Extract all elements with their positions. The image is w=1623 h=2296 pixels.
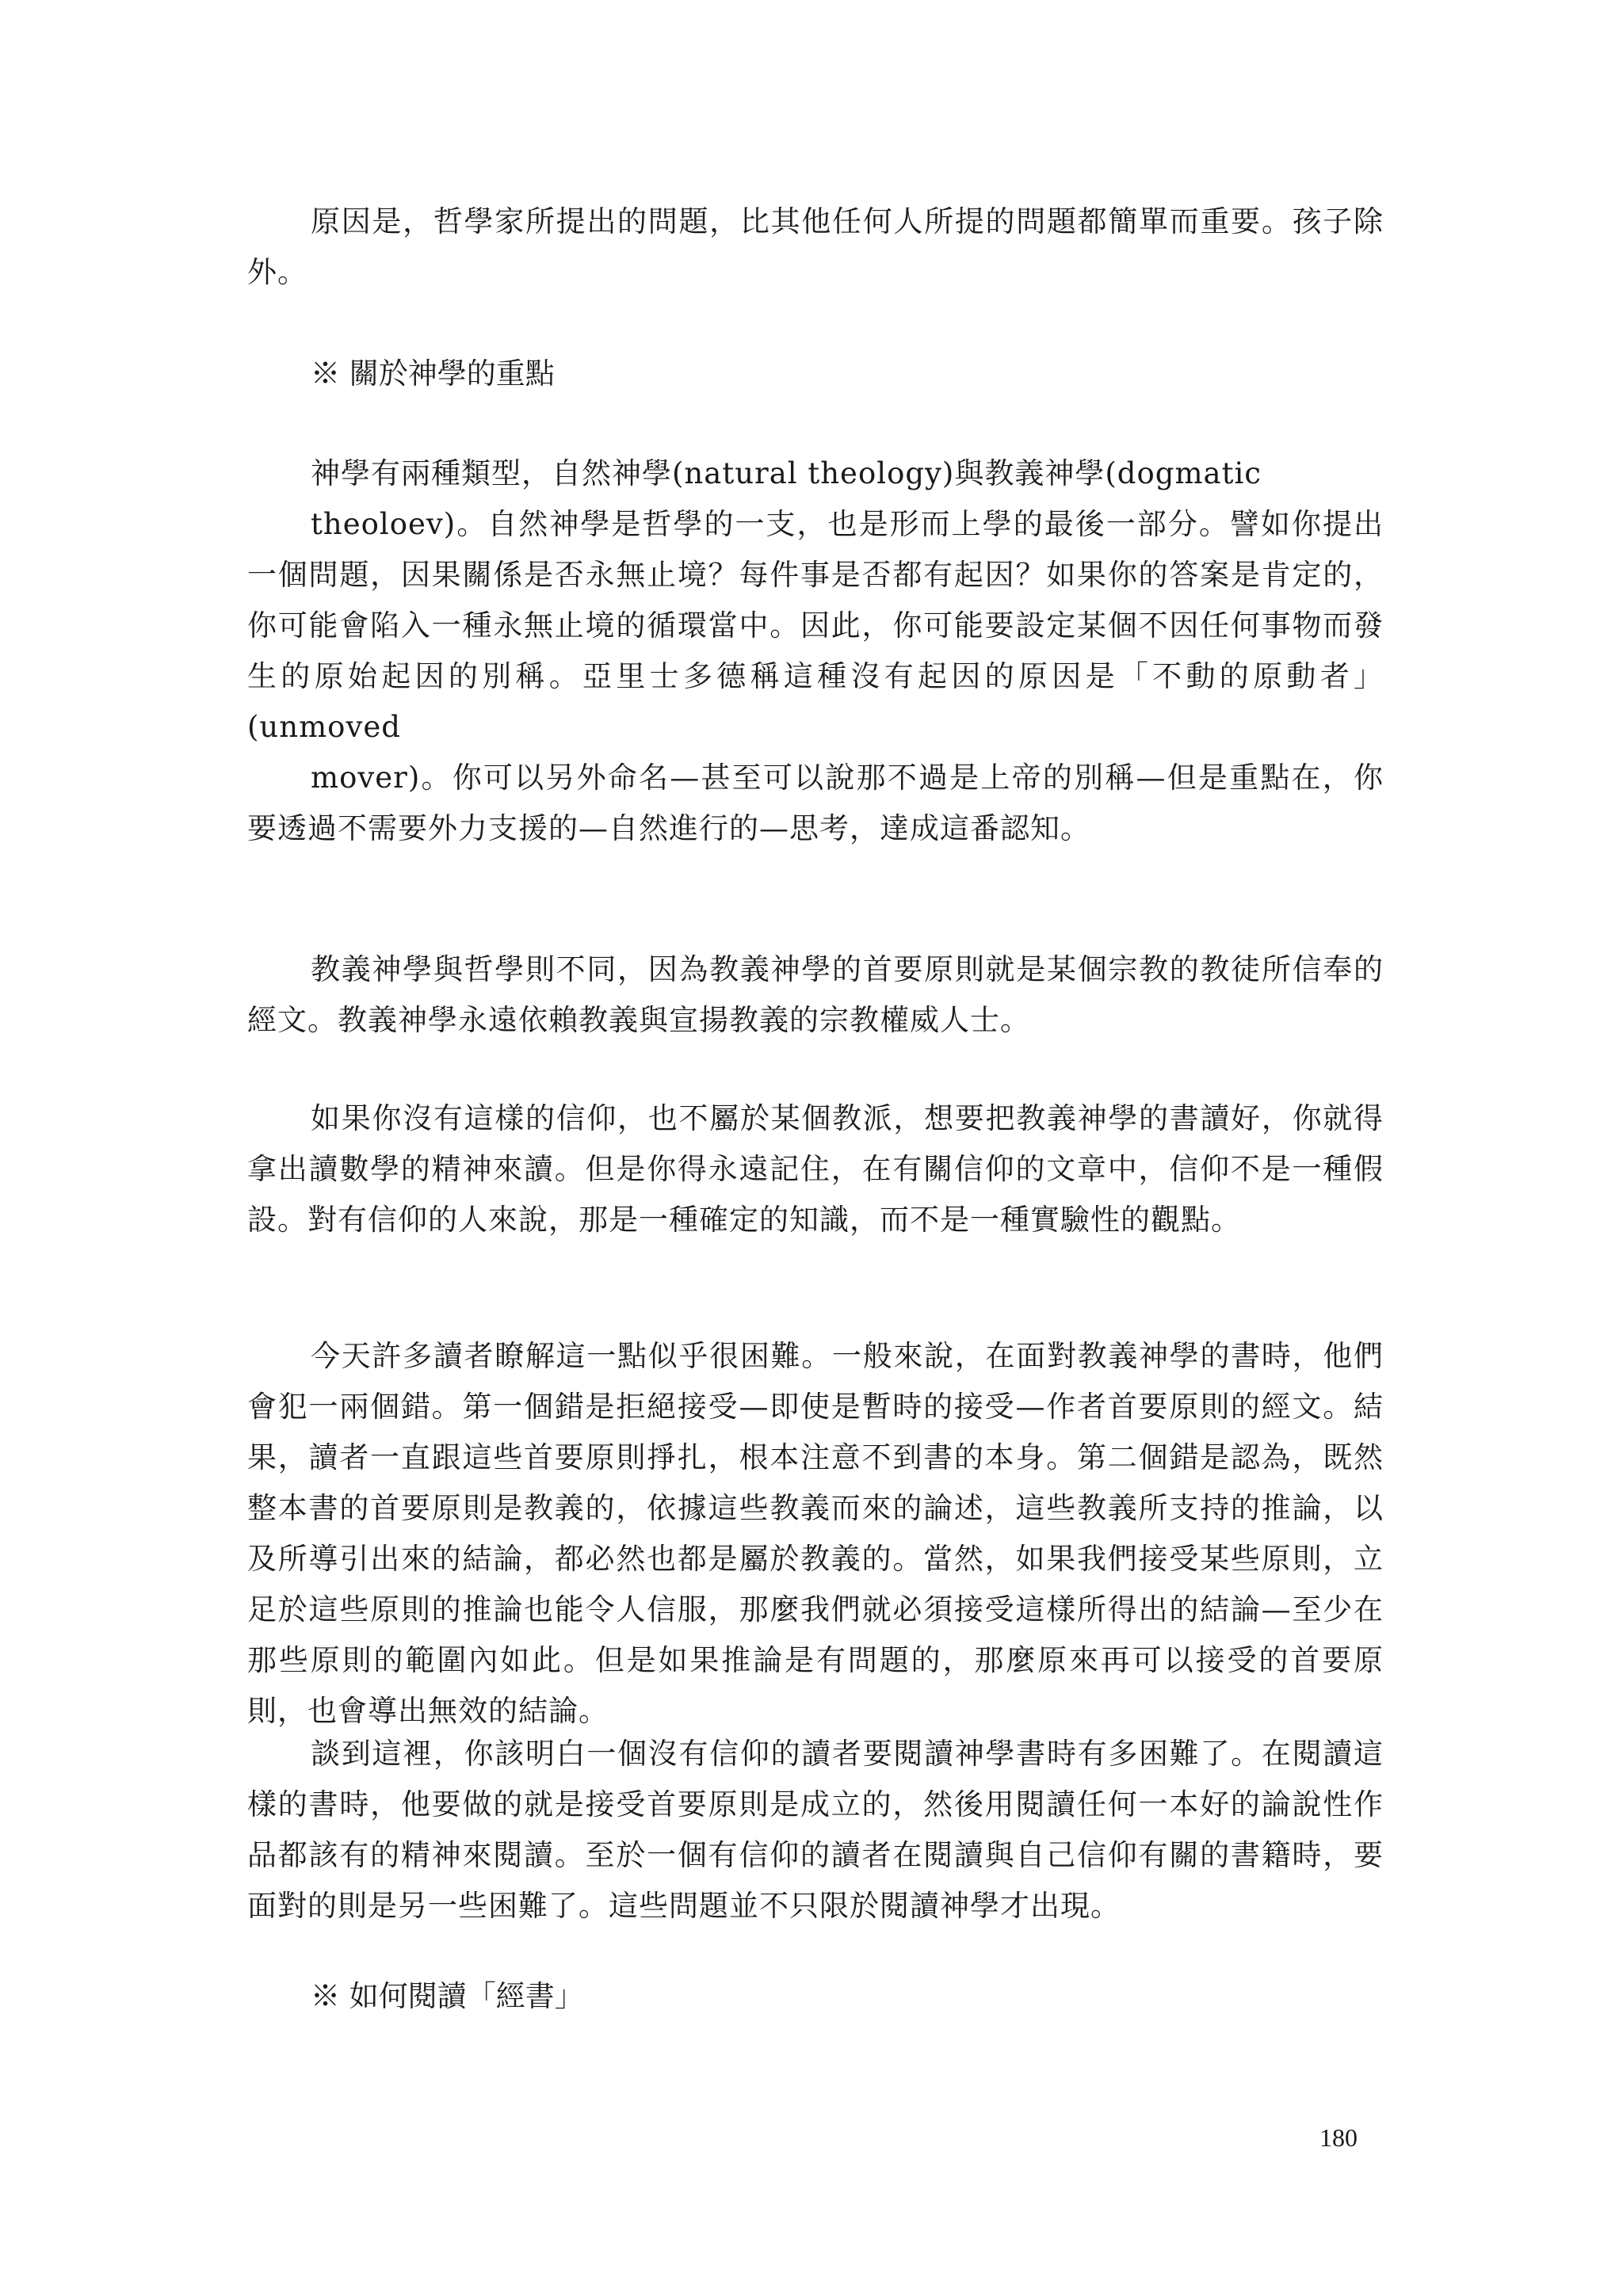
paragraph-5: 今天許多讀者瞭解這一點似乎很困難。一般來說，在面對教義神學的書時，他們會犯一兩個錯。第一個錯是拒絕接受—即使是暫時的接受—作者首要原則的經文。結果，讀者一直跟這些首要原則掙扎，根本注意不到書的本身。第二個錯是認為，既然整本書的首要原則是教義的，依據這些教義而來的論述，這些教義所支持的推論，以及所導引出來的結論，都必然也都是屬於教義的。當然，如果我們接受某些原則，立足於這些原則的推論也能令人信服，那麼我們就必須接受這樣所得出的結論—至少在那些原則的範圍內如此。但是如果推論是有問題的，那麼原來再可以接受的首要原則，也會導出無效的結論。 <box>247 1339 1384 1728</box>
paragraph-2-line-3: mover)。你可以另外命名—甚至可以說那不過是上帝的別稱—但是重點在，你要透過不需要外力支援的—自然進行的—思考，達成這番認知。 <box>247 761 1384 845</box>
section-heading-scripture: ※ 如何閱讀「經書」 <box>311 1979 584 2013</box>
paragraph-2 <box>247 448 1384 854</box>
paragraph-4: 如果你沒有這樣的信仰，也不屬於某個教派，想要把教義神學的書讀好，你就得拿出讀數學的精神來讀。但是你得永遠記住，在有關信仰的文章中，信仰不是一種假設。對有信仰的人來說，那是一種確定的知識，而不是一種實驗性的觀點。 <box>247 1101 1384 1237</box>
section-heading-theology: ※ 關於神學的重點 <box>311 357 555 391</box>
paragraph-1: 原因是，哲學家所提出的問題，比其他任何人所提的問題都簡單而重要。孩子除外。 <box>247 204 1384 289</box>
paragraph-6: 談到這裡，你該明白一個沒有信仰的讀者要閱讀神學書時有多困難了。在閱讀這樣的書時，他要做的就是接受首要原則是成立的，然後用閱讀任何一本好的論說性作品都該有的精神來閱讀。至於一個有信仰的讀者在閱讀與自己信仰有關的書籍時，要面對的則是另一些困難了。這些問題並不只限於閱讀神學才出現。 <box>247 1737 1384 1923</box>
page-number: 180 <box>1319 2123 1358 2152</box>
paragraph-2-line-2: theoloev)。自然神學是哲學的一支，也是形而上學的最後一部分。譬如你提出一個問題，因果關係是否永無止境？每件事是否都有起因？如果你的答案是肯定的，你可能會陷入一種永無止境的循環當中。因此，你可能要設定某個不因任何事物而發生的原始起因的別稱。亞里士多德稱這種沒有起因的原因是「不動的原動者」(unmoved <box>247 507 1384 744</box>
paragraph-3: 教義神學與哲學則不同，因為教義神學的首要原則就是某個宗教的教徒所信奉的經文。教義神學永遠依賴教義與宣揚教義的宗教權威人士。 <box>247 952 1384 1037</box>
paragraph-2-line-1: 神學有兩種類型，自然神學(natural theology)與教義神學(dogmatic <box>311 456 1262 490</box>
document-page <box>247 196 1384 2225</box>
